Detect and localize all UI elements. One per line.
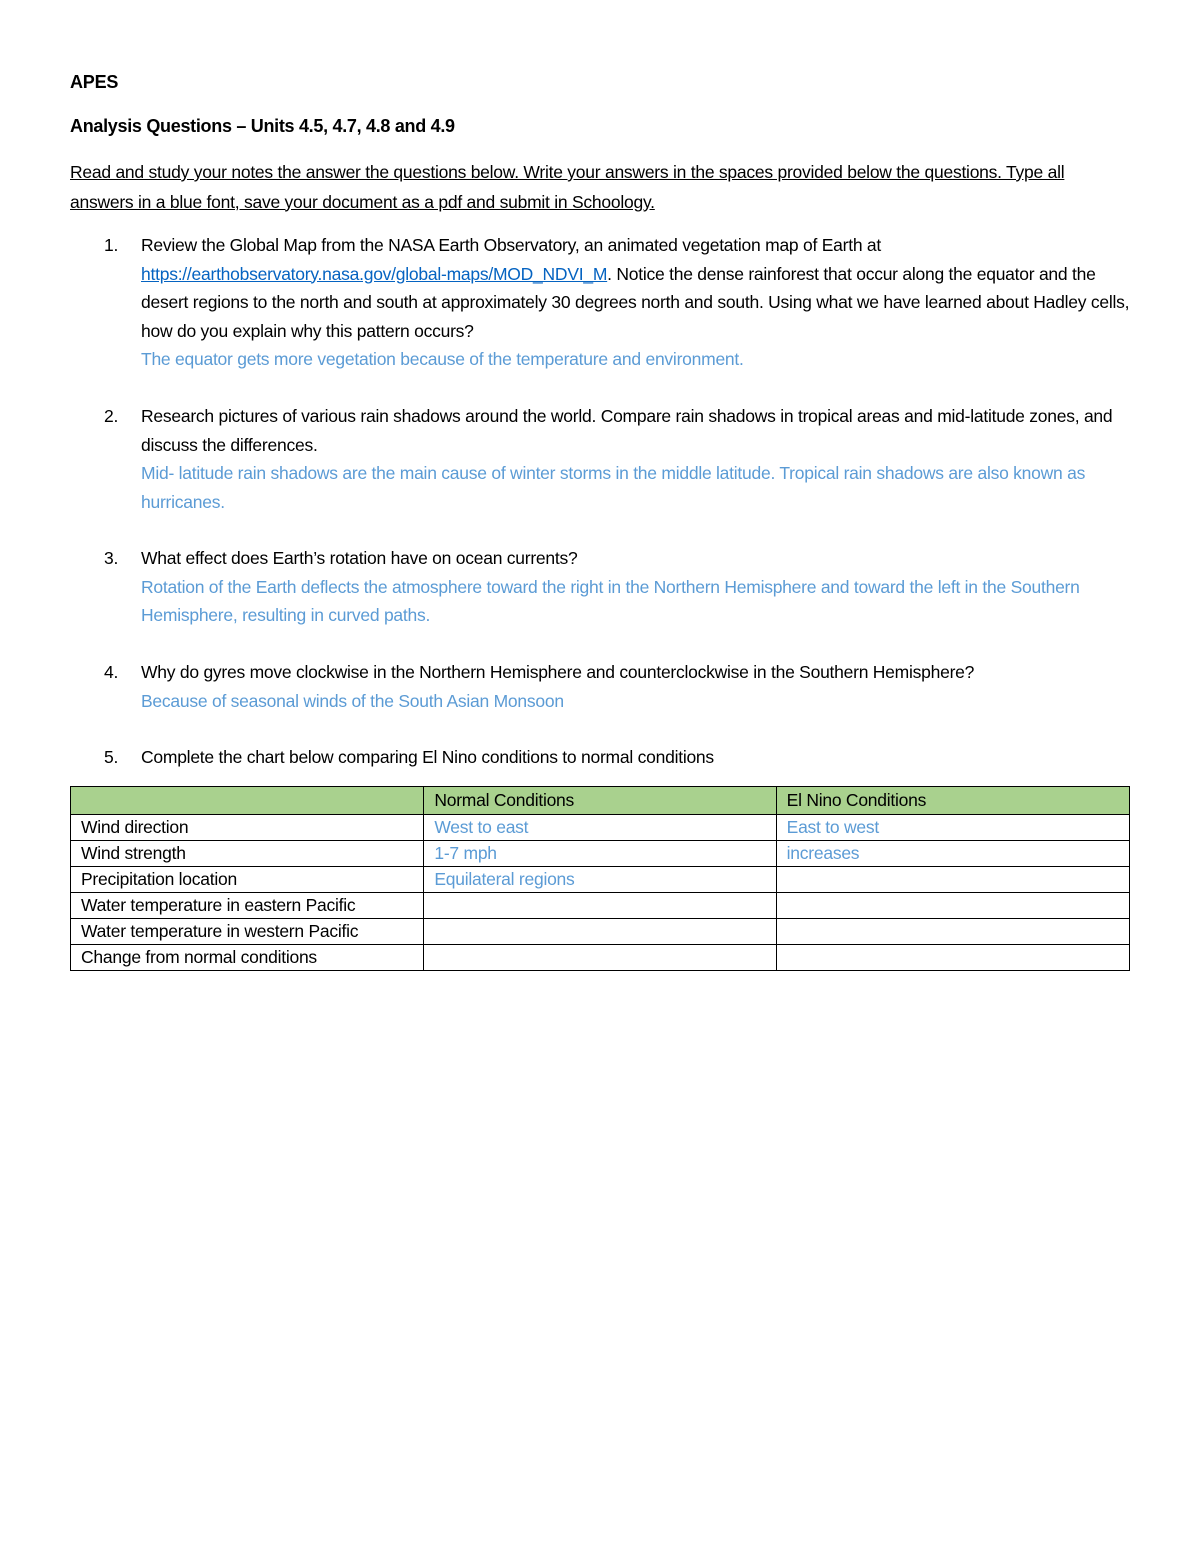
answer-text: The equator gets more vegetation because of the temperature and environment. — [141, 349, 744, 369]
table-row — [71, 841, 1130, 867]
table-row — [71, 919, 1130, 945]
table-row — [71, 945, 1130, 971]
el-nino-conditions-cell[interactable] — [776, 867, 1129, 893]
question-4 — [104, 658, 1134, 715]
instructions: Read and study your notes the answer the questions below. Write your answers in the spaces provided below the questions. Type all answers in a blue font, save your document as a pdf and submit in Schoology. — [70, 162, 1065, 212]
normal-conditions-cell[interactable]: West to east — [424, 815, 776, 841]
row-label: Precipitation location — [71, 867, 424, 893]
question-text: What effect does Earth’s rotation have on ocean currents? — [141, 548, 578, 568]
question-text: Complete the chart below comparing El Nino conditions to normal conditions — [141, 747, 714, 767]
question-number: 2. — [104, 406, 119, 426]
el-nino-comparison-table — [70, 786, 1130, 971]
row-label: Water temperature in western Pacific — [71, 919, 424, 945]
row-label: Water temperature in eastern Pacific — [71, 893, 424, 919]
row-label: Wind strength — [71, 841, 424, 867]
question-2 — [104, 402, 1134, 516]
el-nino-conditions-cell[interactable]: increases — [776, 841, 1129, 867]
normal-conditions-cell[interactable] — [424, 945, 776, 971]
normal-conditions-cell[interactable] — [424, 919, 776, 945]
table-row — [71, 815, 1130, 841]
question-3 — [104, 544, 1134, 630]
normal-conditions-cell[interactable]: 1-7 mph — [424, 841, 776, 867]
answer-text: Mid- latitude rain shadows are the main cause of winter storms in the middle latitude. Tropical rain shadows are also known as hurricanes. — [141, 463, 1086, 512]
course-label: APES — [70, 72, 119, 92]
row-label: Change from normal conditions — [71, 945, 424, 971]
question-text: Why do gyres move clockwise in the Northern Hemisphere and counterclockwise in the Southern Hemisphere? — [141, 662, 975, 682]
question-5 — [104, 743, 1134, 772]
el-nino-conditions-cell[interactable]: East to west — [776, 815, 1129, 841]
table-row — [71, 893, 1130, 919]
nasa-ndvi-link[interactable]: https://earthobservatory.nasa.gov/global-maps/MOD_NDVI_M — [141, 263, 608, 284]
question-number: 1. — [104, 235, 119, 255]
answer-text: Rotation of the Earth deflects the atmosphere toward the right in the Northern Hemisphere and toward the left in the Southern Hemisphere, resulting in curved paths. — [141, 576, 1080, 625]
question-text: Review the Global Map from the NASA Earth Observatory, an animated vegetation map of Earth at — [141, 235, 882, 255]
page-title: Analysis Questions – Units 4.5, 4.7, 4.8 and 4.9 — [70, 116, 455, 136]
question-1 — [104, 231, 1134, 374]
table-header-cell — [71, 787, 424, 815]
table-row — [71, 867, 1130, 893]
normal-conditions-cell[interactable] — [424, 893, 776, 919]
el-nino-conditions-cell[interactable] — [776, 919, 1129, 945]
el-nino-conditions-cell[interactable] — [776, 945, 1129, 971]
question-number: 4. — [104, 662, 119, 682]
row-label: Wind direction — [71, 815, 424, 841]
question-number: 5. — [104, 747, 119, 767]
table-header-cell: El Nino Conditions — [776, 787, 1129, 815]
el-nino-conditions-cell[interactable] — [776, 893, 1129, 919]
table-header-cell: Normal Conditions — [424, 787, 776, 815]
normal-conditions-cell[interactable]: Equilateral regions — [424, 867, 776, 893]
table-header-row — [71, 787, 1130, 815]
question-text-continued: . Notice the dense rainforest that occur along the equator and the desert regions to the north and south at approximately 30 degrees north and south. Using what we have learned about Hadley cells, how do you explain why this pattern occurs? — [141, 263, 1130, 341]
question-number: 3. — [104, 548, 119, 568]
question-text: Research pictures of various rain shadows around the world. Compare rain shadows in tropical areas and mid-latitude zones, and discuss the differences. — [141, 406, 1113, 455]
answer-text: Because of seasonal winds of the South Asian Monsoon — [141, 690, 564, 711]
